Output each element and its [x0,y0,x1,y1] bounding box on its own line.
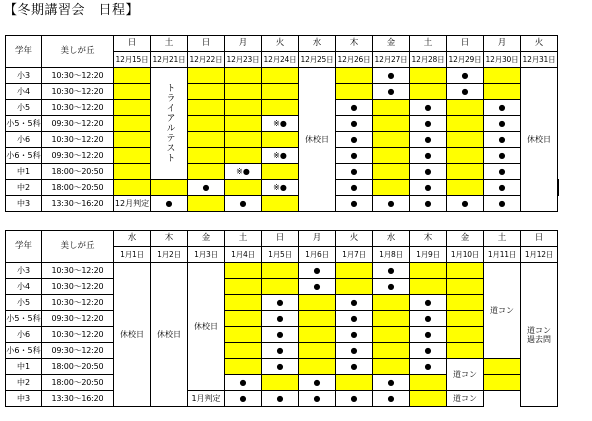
date-header: 1月4日 [225,247,262,263]
trial-test-cell [151,68,188,180]
schedule-cell [410,84,447,100]
dou-con-mock-cell: 道コン 過去問 [521,263,558,407]
note-dot: ※● [262,116,299,132]
class-dot: ● [336,100,373,116]
trial-test-label: トライアルテスト [164,82,175,163]
time-cell: 10:30～12:20 [42,132,114,148]
schedule-cell [336,375,373,391]
day-header: 水 [373,231,410,247]
table-row [6,391,558,407]
date-header: 12月25日 [299,52,336,68]
grade-cell: 小6・5科 [6,148,42,164]
day-header: 火 [521,36,558,52]
schedule-cell [114,68,151,84]
class-dot: ● [262,391,299,407]
schedule-cell [373,295,410,311]
schedule-cell [114,100,151,116]
day-header: 日 [262,231,299,247]
day-header: 土 [225,231,262,247]
schedule-cell [188,164,225,180]
day-header: 日 [114,36,151,52]
class-dot: ● [299,391,336,407]
schedule-cell [484,84,521,100]
date-header: 12月22日 [188,52,225,68]
school-holiday-cell: 休校日 [114,263,151,407]
schedule-cell [225,68,262,84]
time-cell: 10:30～12:20 [42,279,114,295]
note-dot: ※● [262,180,299,196]
day-header: 日 [521,231,558,247]
class-dot: ● [262,295,299,311]
table-row [6,68,559,84]
time-cell: 09:30～12:20 [42,311,114,327]
time-cell: 10:30～12:20 [42,68,114,84]
grade-cell: 小5・5科 [6,311,42,327]
table-row [6,359,558,375]
school-holiday-cell: 休校日 [151,263,188,407]
date-header: 12月30日 [484,52,521,68]
schedule-cell [373,116,410,132]
class-dot: ● [336,196,373,212]
schedule-cell [336,279,373,295]
day-header: 火 [262,36,299,52]
class-dot: ● [447,196,484,212]
schedule-cell [447,116,484,132]
date-header: 1月12日 [521,247,558,263]
schedule-cell [373,164,410,180]
schedule-cell [299,311,336,327]
class-dot: ● [373,84,410,100]
class-dot: ● [410,100,447,116]
date-header: 12月31日 [521,52,558,68]
class-dot: ● [336,132,373,148]
schedule-cell [225,116,262,132]
table-row [6,116,559,132]
schedule-cell [299,327,336,343]
schedule-cell [447,295,484,311]
schedule-cell [447,148,484,164]
schedule-cell [373,100,410,116]
schedule-cell [484,359,521,375]
schedule-cell [188,68,225,84]
time-cell: 18:00～20:50 [42,164,114,180]
schedule-cell [262,196,299,212]
class-dot: ● [447,68,484,84]
schedule-cell [225,148,262,164]
class-dot: ● [484,100,521,116]
date-header: 1月1日 [114,247,151,263]
class-dot: ● [410,327,447,343]
schedule-cell [225,100,262,116]
school-holiday-cell: 休校日 [188,263,225,391]
class-dot: ● [484,180,521,196]
schedule-cell [373,132,410,148]
schedule-cell [225,132,262,148]
schedule-cell [188,84,225,100]
grade-cell: 小4 [6,279,42,295]
schedule-cell [114,180,151,196]
class-dot: ● [262,327,299,343]
schedule-cell [262,68,299,84]
schedule-cell [336,84,373,100]
class-dot: ● [336,311,373,327]
january-schedule-table [5,230,558,407]
schedule-cell [336,68,373,84]
dou-con-cell: 道コン [447,391,484,407]
class-dot: ● [447,84,484,100]
grade-cell: 中2 [6,180,42,196]
schedule-cell [188,196,225,212]
date-header: 12月15日 [114,52,151,68]
grade-cell: 中2 [6,375,42,391]
schedule-cell [373,359,410,375]
location-header: 美しが丘 [42,36,114,68]
note-dot: ※● [225,164,262,180]
schedule-cell [447,180,484,196]
class-dot: ● [410,180,447,196]
schedule-cell [225,327,262,343]
class-dot: ● [262,311,299,327]
class-dot: ● [336,116,373,132]
grade-cell: 小6 [6,327,42,343]
date-header: 1月7日 [336,247,373,263]
school-holiday-cell: 休校日 [299,68,336,212]
schedule-cell [410,279,447,295]
class-dot: ● [410,343,447,359]
schedule-cell [447,311,484,327]
schedule-cell [447,132,484,148]
schedule-cell [225,295,262,311]
table-row [6,311,558,327]
time-cell: 10:30～12:20 [42,100,114,116]
schedule-cell [299,343,336,359]
class-dot: ● [373,196,410,212]
schedule-cell [225,180,262,196]
day-header: 木 [151,231,188,247]
schedule-cell [114,148,151,164]
time-cell: 10:30～12:20 [42,263,114,279]
schedule-cell [336,263,373,279]
schedule-cell [373,180,410,196]
table-row [6,100,559,116]
class-dot: ● [410,164,447,180]
day-header: 土 [484,231,521,247]
date-header: 1月8日 [373,247,410,263]
schedule-cell [558,180,559,196]
class-dot: ● [336,327,373,343]
time-cell: 10:30～12:20 [42,295,114,311]
class-dot: ● [410,116,447,132]
day-header: 金 [373,36,410,52]
schedule-cell [151,180,188,196]
schedule-cell [262,132,299,148]
class-dot: ● [484,132,521,148]
note-dot: ※● [262,148,299,164]
grade-cell: 中1 [6,164,42,180]
table-row [6,263,558,279]
class-dot: ● [336,164,373,180]
schedule-cell [410,263,447,279]
class-dot: ● [484,148,521,164]
schedule-cell [410,391,447,407]
day-header: 土 [410,36,447,52]
class-dot: ● [373,279,410,295]
dou-con-cell: 道コン [447,359,484,391]
table-row [6,164,559,180]
date-header: 1月11日 [484,247,521,263]
day-header: 金 [447,231,484,247]
date-header: 12月27日 [373,52,410,68]
class-dot: ● [410,132,447,148]
grade-cell: 小5 [6,100,42,116]
date-header: 12月28日 [410,52,447,68]
schedule-cell [373,148,410,164]
dou-con-cell: 道コン [484,263,521,359]
class-dot: ● [484,196,521,212]
schedule-cell [484,375,521,391]
class-dot: ● [484,164,521,180]
schedule-cell [262,84,299,100]
time-cell: 13:30～16:20 [42,196,114,212]
class-dot: ● [373,68,410,84]
class-dot: ● [188,180,225,196]
class-dot: ● [336,295,373,311]
time-cell: 18:00～20:50 [42,359,114,375]
schedule-cell [447,100,484,116]
class-dot: ● [410,295,447,311]
class-dot: ● [484,116,521,132]
schedule-cell [225,84,262,100]
schedule-cell [299,359,336,375]
schedule-cell [114,132,151,148]
class-dot: ● [410,359,447,375]
date-header: 1月10日 [447,247,484,263]
class-dot: ● [410,196,447,212]
class-dot: ● [151,196,188,212]
table-row [6,148,559,164]
time-cell: 09:30～12:20 [42,343,114,359]
schedule-cell [447,343,484,359]
schedule-cell [225,311,262,327]
schedule-cell [447,327,484,343]
date-header: 1月6日 [299,247,336,263]
day-header: 火 [336,231,373,247]
school-holiday-cell: 休校日 [521,68,558,212]
class-dot: ● [225,391,262,407]
schedule-cell [373,311,410,327]
schedule-cell [114,116,151,132]
class-dot: ● [299,263,336,279]
time-cell: 09:30～12:20 [42,148,114,164]
time-cell: 18:00～20:50 [42,180,114,196]
class-dot: ● [262,359,299,375]
table-row [6,196,559,212]
day-header: 日 [188,36,225,52]
schedule-cell [188,132,225,148]
schedule-cell [447,263,484,279]
table-row [6,132,559,148]
date-header: 1月5日 [262,247,299,263]
time-cell: 18:00～20:50 [42,375,114,391]
day-header: 月 [225,36,262,52]
schedule-cell [262,375,299,391]
class-dot: ● [410,148,447,164]
day-header: 水 [114,231,151,247]
schedule-cell [447,164,484,180]
class-dot: ● [336,391,373,407]
class-dot: ● [336,359,373,375]
class-dot: ● [336,180,373,196]
schedule-cell [262,164,299,180]
time-cell: 09:30～12:20 [42,116,114,132]
january-test-cell: 1月判定 [188,391,225,407]
schedule-cell [188,100,225,116]
schedule-cell [225,343,262,359]
schedule-cell [188,116,225,132]
table-row [6,84,559,100]
day-header: 月 [484,36,521,52]
class-dot: ● [373,263,410,279]
schedule-cell [484,68,521,84]
date-header: 12月24日 [262,52,299,68]
schedule-cell [225,279,262,295]
grade-cell: 中3 [6,391,42,407]
day-header: 日 [447,36,484,52]
schedule-cell [114,164,151,180]
class-dot: ● [225,375,262,391]
class-dot: ● [410,311,447,327]
table-row [6,279,558,295]
grade-cell: 小6・5科 [6,343,42,359]
schedule-cell [410,375,447,391]
table-row [6,295,558,311]
grade-cell: 小5・5科 [6,116,42,132]
date-header: 1月3日 [188,247,225,263]
schedule-cell [262,279,299,295]
time-cell: 10:30～12:20 [42,84,114,100]
grade-cell: 中1 [6,359,42,375]
date-header: 12月21日 [151,52,188,68]
class-dot: ● [373,375,410,391]
class-dot: ● [299,279,336,295]
date-header: 1月9日 [410,247,447,263]
location-header: 美しが丘 [42,231,114,263]
table-row [6,327,558,343]
schedule-cell [225,359,262,375]
schedule-cell [299,295,336,311]
december-schedule-table [5,35,559,212]
class-dot: ● [299,375,336,391]
schedule-cell [410,68,447,84]
day-header: 木 [336,36,373,52]
grade-cell: 小5 [6,295,42,311]
day-header: 土 [151,36,188,52]
day-header: 金 [188,231,225,247]
time-cell: 10:30～12:20 [42,327,114,343]
schedule-cell [114,84,151,100]
december-test-cell: 12月判定 [114,196,151,212]
date-header: 12月26日 [336,52,373,68]
date-header: 1月2日 [151,247,188,263]
page-title: 【冬期講習会 日程】 [4,3,140,18]
table-row [6,343,558,359]
date-header: 12月23日 [225,52,262,68]
schedule-cell [262,263,299,279]
grade-header: 学年 [6,231,42,263]
schedule-cell [373,327,410,343]
grade-header: 学年 [6,36,42,68]
class-dot: ● [336,343,373,359]
grade-cell: 小6 [6,132,42,148]
grade-cell: 小3 [6,263,42,279]
class-dot: ● [225,196,262,212]
schedule-cell [188,148,225,164]
grade-cell: 小3 [6,68,42,84]
class-dot: ● [262,343,299,359]
time-cell: 13:30～16:20 [42,391,114,407]
schedule-cell [262,100,299,116]
grade-cell: 中3 [6,196,42,212]
day-header: 木 [410,231,447,247]
date-header: 12月29日 [447,52,484,68]
class-dot: ● [336,148,373,164]
day-header: 月 [299,231,336,247]
schedule-cell [447,279,484,295]
schedule-cell [225,263,262,279]
class-dot: ● [373,391,410,407]
grade-cell: 小4 [6,84,42,100]
schedule-cell [373,343,410,359]
table-row [6,180,559,196]
day-header: 水 [299,36,336,52]
